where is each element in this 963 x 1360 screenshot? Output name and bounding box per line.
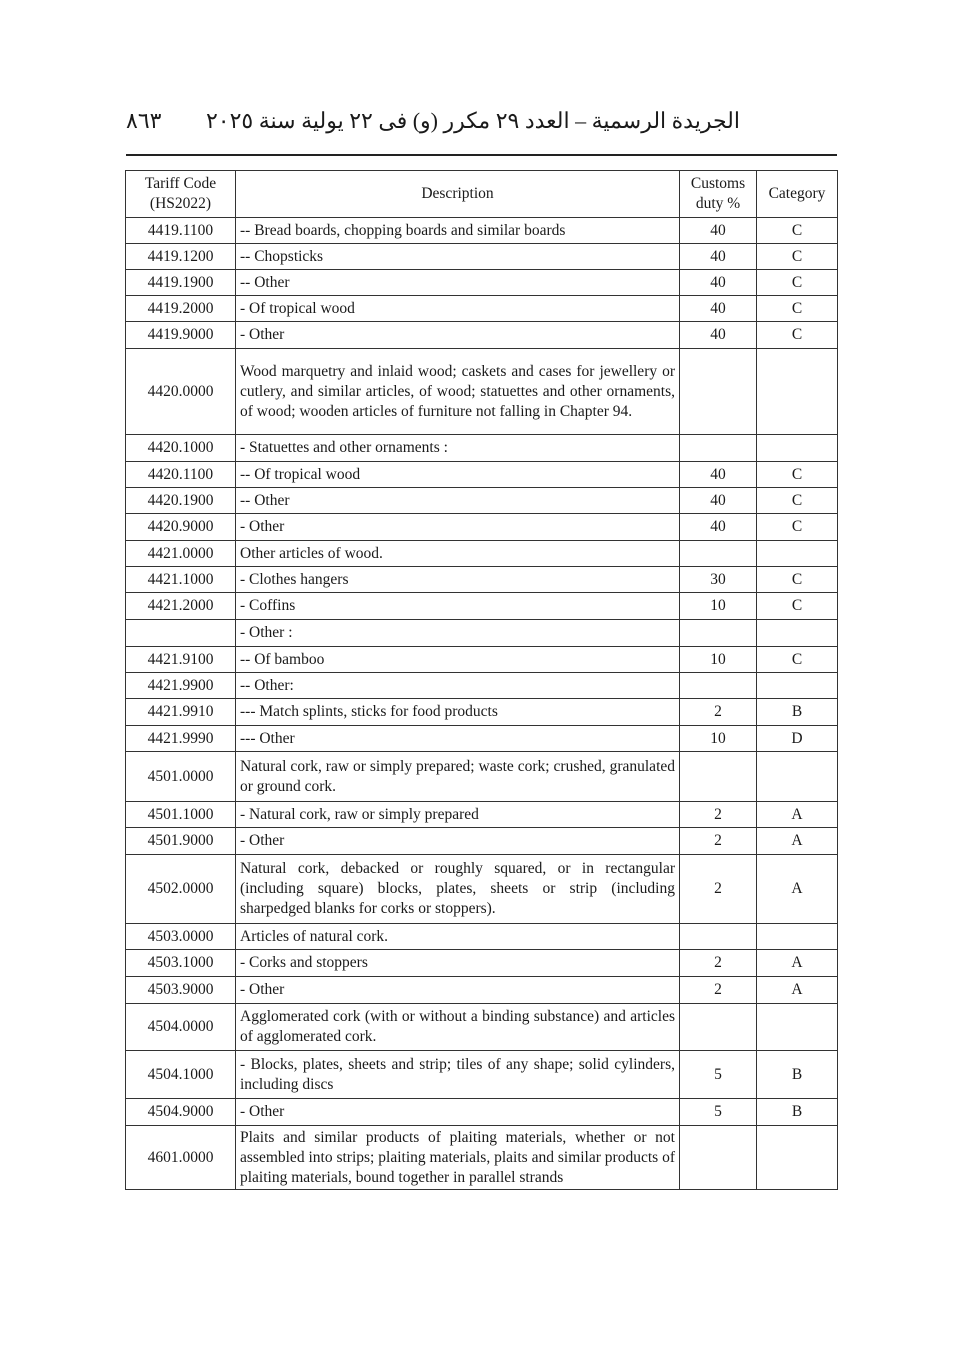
table-row <box>126 1004 838 1051</box>
table-row <box>126 322 838 349</box>
tariff-code-cell: 4503.9000 <box>126 977 236 1004</box>
description-cell: - Natural cork, raw or simply prepared <box>236 802 680 828</box>
customs-duty-cell: 40 <box>680 322 757 349</box>
tariff-code-cell: 4421.2000 <box>126 593 236 620</box>
description-cell: -- Bread boards, chopping boards and similar boards <box>236 218 680 244</box>
tariff-code-cell: 4420.1000 <box>126 435 236 462</box>
customs-duty-cell <box>680 435 757 462</box>
customs-duty-cell: 40 <box>680 462 757 488</box>
category-cell <box>757 752 838 802</box>
description-cell: Plaits and similar products of plaiting materials, whether or not assembled into strips; plaiting materials, plaits and similar products of plaiting materials, bound together in parallel strands <box>236 1126 680 1190</box>
customs-duty-cell: 40 <box>680 244 757 270</box>
category-cell: C <box>757 488 838 514</box>
description-cell: Other articles of wood. <box>236 541 680 567</box>
customs-duty-cell <box>680 620 757 647</box>
description-cell: -- Of bamboo <box>236 647 680 673</box>
description-cell: - Statuettes and other ornaments : <box>236 435 680 462</box>
table-row <box>126 647 838 673</box>
table-row <box>126 1051 838 1099</box>
tariff-code-cell: 4419.1200 <box>126 244 236 270</box>
category-cell: C <box>757 462 838 488</box>
category-cell: A <box>757 828 838 855</box>
customs-duty-cell: 40 <box>680 296 757 322</box>
table-row <box>126 435 838 462</box>
tariff-code-cell: 4420.9000 <box>126 514 236 541</box>
table-row <box>126 488 838 514</box>
category-cell: B <box>757 699 838 726</box>
description-cell: --- Other <box>236 726 680 752</box>
customs-duty-cell: 40 <box>680 218 757 244</box>
category-cell <box>757 349 838 435</box>
description-cell: --- Match splints, sticks for food products <box>236 699 680 726</box>
customs-duty-cell <box>680 673 757 699</box>
customs-duty-cell <box>680 349 757 435</box>
customs-duty-cell: 40 <box>680 514 757 541</box>
category-cell: C <box>757 218 838 244</box>
table-header-row <box>126 171 838 218</box>
category-cell: A <box>757 950 838 977</box>
category-cell <box>757 620 838 647</box>
category-cell <box>757 924 838 950</box>
tariff-table-body <box>126 218 838 1190</box>
category-cell: C <box>757 322 838 349</box>
customs-duty-cell <box>680 752 757 802</box>
description-cell: -- Other <box>236 488 680 514</box>
category-cell: C <box>757 296 838 322</box>
customs-duty-cell <box>680 924 757 950</box>
description-cell: Wood marquetry and inlaid wood; caskets and cases for jewellery or cutlery, and similar articles, of wood; statuettes and other ornaments, of wood; wooden articles of furniture not falling in Chapter 94. <box>236 349 680 435</box>
tariff-code-cell: 4504.9000 <box>126 1099 236 1126</box>
description-cell: - Blocks, plates, sheets and strip; tiles of any shape; solid cylinders, including discs <box>236 1051 680 1099</box>
customs-duty-cell: 40 <box>680 488 757 514</box>
table-row <box>126 828 838 855</box>
description-cell: -- Of tropical wood <box>236 462 680 488</box>
customs-duty-cell: 2 <box>680 699 757 726</box>
table-row <box>126 514 838 541</box>
tariff-code-cell: 4421.9900 <box>126 673 236 699</box>
description-cell: Agglomerated cork (with or without a binding substance) and articles of agglomerated cork. <box>236 1004 680 1051</box>
description-cell: - Other <box>236 977 680 1004</box>
category-cell: D <box>757 726 838 752</box>
description-cell: -- Other: <box>236 673 680 699</box>
customs-duty-cell: 10 <box>680 726 757 752</box>
table-row <box>126 1099 838 1126</box>
table-row <box>126 296 838 322</box>
category-cell: A <box>757 855 838 924</box>
customs-duty-cell: 2 <box>680 802 757 828</box>
table-row <box>126 699 838 726</box>
customs-duty-cell: 40 <box>680 270 757 296</box>
description-cell: - Other <box>236 514 680 541</box>
table-row <box>126 673 838 699</box>
category-cell: C <box>757 514 838 541</box>
tariff-code-cell: 4421.9990 <box>126 726 236 752</box>
tariff-code-cell: 4504.0000 <box>126 1004 236 1051</box>
customs-duty-cell: 5 <box>680 1051 757 1099</box>
description-cell: - Other <box>236 828 680 855</box>
table-row <box>126 802 838 828</box>
category-cell: C <box>757 647 838 673</box>
table-row <box>126 752 838 802</box>
category-cell <box>757 541 838 567</box>
customs-duty-cell <box>680 1004 757 1051</box>
tariff-code-cell: 4421.0000 <box>126 541 236 567</box>
description-cell: Articles of natural cork. <box>236 924 680 950</box>
category-cell <box>757 1126 838 1190</box>
tariff-code-cell: 4419.9000 <box>126 322 236 349</box>
gazette-title: الجريدة الرسمية – العدد ٢٩ مكرر (و) فى ٢٢ يولية سنة ٢٠٢٥ <box>205 108 740 133</box>
category-cell: B <box>757 1099 838 1126</box>
category-cell: B <box>757 1051 838 1099</box>
table-row <box>126 593 838 620</box>
table-row <box>126 977 838 1004</box>
category-cell <box>757 673 838 699</box>
description-cell: Natural cork, raw or simply prepared; waste cork; crushed, granulated or ground cork. <box>236 752 680 802</box>
tariff-code-cell: 4503.1000 <box>126 950 236 977</box>
tariff-code-cell: 4502.0000 <box>126 855 236 924</box>
table-row <box>126 244 838 270</box>
header-divider <box>126 154 837 156</box>
customs-duty-cell: 10 <box>680 593 757 620</box>
description-cell: -- Other <box>236 270 680 296</box>
page-number: ٨٦٣ <box>126 108 162 133</box>
customs-duty-cell: 2 <box>680 977 757 1004</box>
customs-duty-cell: 30 <box>680 567 757 593</box>
table-row <box>126 726 838 752</box>
tariff-code-cell: 4501.9000 <box>126 828 236 855</box>
table-row <box>126 541 838 567</box>
table-row <box>126 218 838 244</box>
table-row <box>126 349 838 435</box>
customs-duty-cell: 10 <box>680 647 757 673</box>
description-cell: - Coffins <box>236 593 680 620</box>
customs-duty-cell: 2 <box>680 828 757 855</box>
column-header-description: Description <box>236 171 680 218</box>
description-cell: - Corks and stoppers <box>236 950 680 977</box>
tariff-code-cell: 4503.0000 <box>126 924 236 950</box>
customs-duty-cell: 2 <box>680 950 757 977</box>
tariff-code-cell: 4421.9100 <box>126 647 236 673</box>
category-cell <box>757 435 838 462</box>
table-row <box>126 950 838 977</box>
column-header-tariff-code: Tariff Code (HS2022) <box>126 171 236 218</box>
description-cell: Natural cork, debacked or roughly squared, or in rectangular (including square) blocks, plates, sheets or strip (including sharpedged blanks for corks or stoppers). <box>236 855 680 924</box>
tariff-code-cell: 4421.9910 <box>126 699 236 726</box>
tariff-code-cell: 4504.1000 <box>126 1051 236 1099</box>
tariff-code-cell: 4421.1000 <box>126 567 236 593</box>
category-cell <box>757 1004 838 1051</box>
tariff-code-cell: 4419.2000 <box>126 296 236 322</box>
category-cell: C <box>757 244 838 270</box>
tariff-table <box>125 170 838 1190</box>
description-cell: - Other <box>236 322 680 349</box>
table-row <box>126 270 838 296</box>
description-cell: - Other : <box>236 620 680 647</box>
table-row <box>126 620 838 647</box>
category-cell: A <box>757 977 838 1004</box>
table-row <box>126 855 838 924</box>
tariff-code-cell: 4419.1900 <box>126 270 236 296</box>
category-cell: C <box>757 593 838 620</box>
page-header <box>126 108 836 142</box>
customs-duty-cell <box>680 1126 757 1190</box>
table-row <box>126 924 838 950</box>
category-cell: C <box>757 270 838 296</box>
tariff-code-cell: 4601.0000 <box>126 1126 236 1190</box>
customs-duty-cell <box>680 541 757 567</box>
column-header-customs-duty: Customs duty % <box>680 171 757 218</box>
tariff-code-cell: 4420.1100 <box>126 462 236 488</box>
tariff-code-cell: 4501.0000 <box>126 752 236 802</box>
tariff-code-cell: 4420.0000 <box>126 349 236 435</box>
customs-duty-cell: 2 <box>680 855 757 924</box>
category-cell: C <box>757 567 838 593</box>
column-header-category: Category <box>757 171 838 218</box>
description-cell: - Of tropical wood <box>236 296 680 322</box>
customs-duty-cell: 5 <box>680 1099 757 1126</box>
description-cell: - Other <box>236 1099 680 1126</box>
table-row <box>126 567 838 593</box>
tariff-code-cell <box>126 620 236 647</box>
table-row <box>126 462 838 488</box>
description-cell: -- Chopsticks <box>236 244 680 270</box>
category-cell: A <box>757 802 838 828</box>
table-row <box>126 1126 838 1190</box>
tariff-code-cell: 4501.1000 <box>126 802 236 828</box>
tariff-code-cell: 4419.1100 <box>126 218 236 244</box>
tariff-code-cell: 4420.1900 <box>126 488 236 514</box>
description-cell: - Clothes hangers <box>236 567 680 593</box>
